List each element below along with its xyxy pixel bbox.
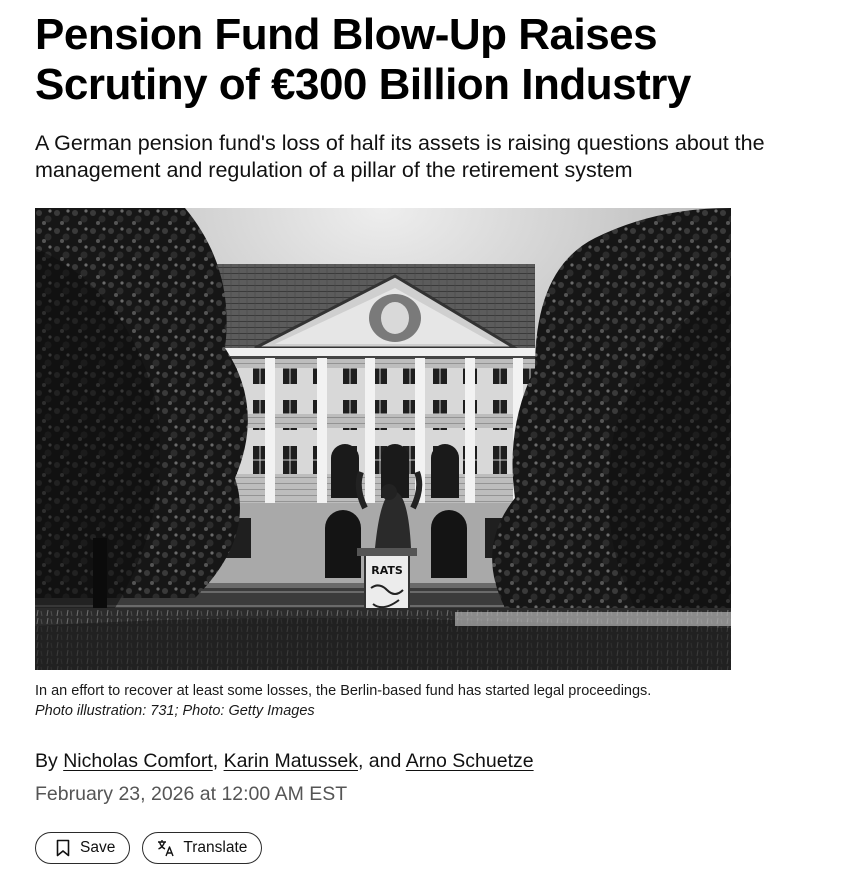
publish-date: February 23, 2026 at 12:00 AM EST	[35, 783, 348, 805]
caption-text: In an effort to recover at least some losses, the Berlin-based fund has started legal proceedings.	[35, 683, 652, 699]
caption-credit: Photo illustration: 731; Photo: Getty Images	[35, 703, 315, 719]
author-link-arno-schuetze[interactable]: Arno Schuetze	[405, 750, 534, 772]
headline: Pension Fund Blow-Up Raises Scrutiny of €300 Billion Industry	[35, 10, 691, 109]
hero-image	[35, 208, 731, 670]
byline	[35, 748, 534, 774]
save-button[interactable]	[35, 832, 130, 864]
statue-graffiti: RATS	[371, 564, 403, 577]
byline-separator-and: , and	[357, 750, 402, 772]
dek: A German pension fund's loss of half its assets is raising questions about the management and regulation of a pillar of the retirement system	[35, 131, 765, 182]
bookmark-icon	[54, 839, 72, 857]
building-photo	[35, 208, 731, 670]
translate-button[interactable]	[142, 832, 262, 864]
translate-icon	[157, 839, 175, 857]
author-link-nicholas-comfort[interactable]: Nicholas Comfort	[63, 750, 213, 772]
byline-separator: ,	[212, 750, 219, 772]
byline-prefix: By	[35, 750, 58, 772]
translate-label: Translate	[183, 839, 248, 856]
article-actions	[35, 832, 262, 864]
image-caption	[35, 681, 675, 721]
save-label: Save	[80, 839, 116, 856]
author-link-karin-matussek[interactable]: Karin Matussek	[223, 750, 358, 772]
